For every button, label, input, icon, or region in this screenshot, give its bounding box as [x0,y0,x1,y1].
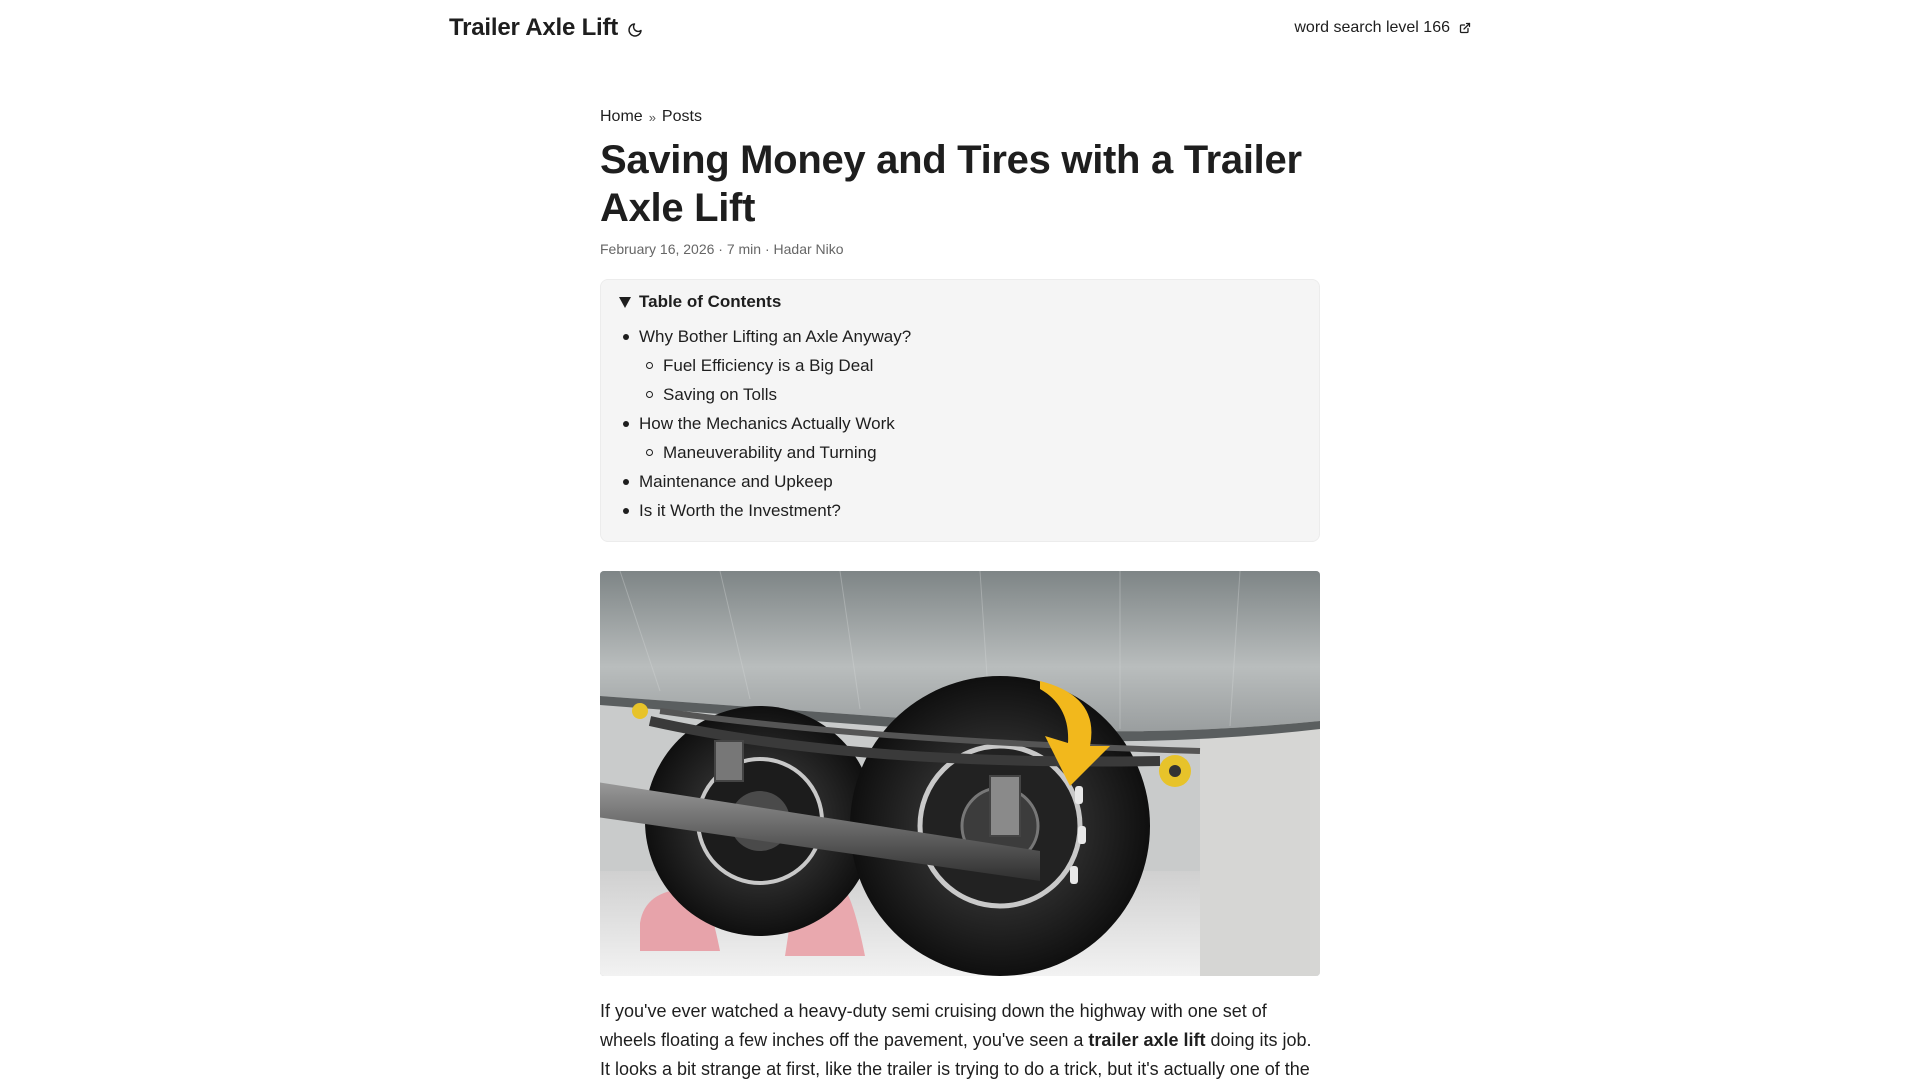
post-main [600,108,1320,1084]
external-link-icon [1459,21,1473,35]
toc-item [639,496,1301,525]
toc-toggle[interactable] [619,292,1301,312]
external-nav-link[interactable] [1294,19,1473,37]
toc-item [639,438,1301,467]
moon-icon[interactable] [624,19,646,41]
breadcrumb-home[interactable]: Home [600,108,643,125]
site-header [0,0,1920,60]
breadcrumb-posts[interactable]: Posts [661,108,702,125]
toc-link-why-bother[interactable]: Why Bother Lifting an Axle Anyway? [639,327,912,346]
paragraph-text: If you've ever watched a heavy-duty semi cruising down the highway with one set of wheels floating a few inches off the pavement, you've seen a [600,1001,1267,1050]
paragraph [600,997,1320,1084]
toc-link-saving-tolls[interactable]: Saving on Tolls [663,385,778,404]
page-title: Saving Money and Tires with a Trailer Axle Lift [600,138,1302,230]
toc-link-maintenance[interactable]: Maintenance and Upkeep [639,472,833,491]
toc-link-fuel-efficiency[interactable]: Fuel Efficiency is a Big Deal [663,356,874,375]
toc-item [639,467,1301,496]
post-body [600,997,1320,1084]
table-of-contents [600,279,1320,542]
toc-list [619,322,1301,525]
breadcrumb-separator: » [648,109,656,125]
toc-link-maneuverability[interactable]: Maneuverability and Turning [663,443,877,462]
cover-image [600,571,1320,976]
toc-summary-label: Table of Contents [639,292,782,311]
toc-item [639,351,1301,380]
bold-term: trailer axle lift [1088,1030,1206,1050]
external-link-label: word search level 166 [1294,19,1450,36]
toc-link-mechanics[interactable]: How the Mechanics Actually Work [639,414,895,433]
triangle-down-icon [619,297,631,308]
toc-link-worth-investment[interactable]: Is it Worth the Investment? [639,501,841,520]
toc-item [639,380,1301,409]
breadcrumb [600,108,1320,126]
trailer-axle-photo [600,571,1320,976]
toc-item [639,322,1301,351]
post-meta: February 16, 2026 · 7 min · Hadar Niko [600,241,844,257]
toc-item [639,409,1301,438]
paragraph-text: doing its job. It looks a bit strange at first, like the trailer is trying to do a trick, but it's actually one of the [600,1030,1312,1079]
site-logo[interactable]: Trailer Axle Lift [449,14,619,41]
